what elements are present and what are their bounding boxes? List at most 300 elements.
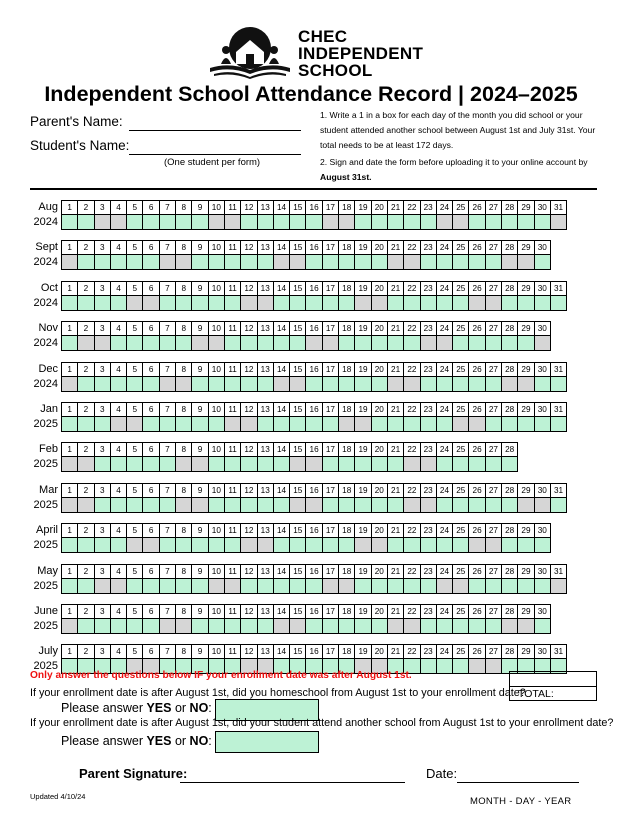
attendance-input-box[interactable]: [143, 579, 158, 593]
attendance-input-box[interactable]: [404, 417, 419, 431]
attendance-input-box[interactable]: [323, 296, 338, 310]
attendance-input-box[interactable]: [209, 336, 224, 350]
attendance-input-box[interactable]: [274, 498, 289, 512]
attendance-input-box[interactable]: [274, 336, 289, 350]
attendance-input-box[interactable]: [111, 296, 126, 310]
attendance-input-box[interactable]: [469, 336, 484, 350]
attendance-input-box[interactable]: [339, 417, 354, 431]
attendance-input-box[interactable]: [355, 538, 370, 552]
attendance-input-box[interactable]: [355, 255, 370, 269]
attendance-input-box[interactable]: [323, 538, 338, 552]
attendance-input-box[interactable]: [78, 377, 93, 391]
attendance-input-box[interactable]: [160, 538, 175, 552]
attendance-input-box[interactable]: [355, 377, 370, 391]
attendance-input-box[interactable]: [323, 215, 338, 229]
attendance-input-box[interactable]: [404, 255, 419, 269]
attendance-input-box[interactable]: [274, 579, 289, 593]
attendance-input-box[interactable]: [372, 417, 387, 431]
attendance-input-box[interactable]: [469, 619, 484, 633]
attendance-input-box[interactable]: [437, 457, 452, 471]
attendance-input-box[interactable]: [372, 579, 387, 593]
attendance-input-box[interactable]: [404, 377, 419, 391]
attendance-input-box[interactable]: [306, 377, 321, 391]
attendance-input-box[interactable]: [421, 457, 436, 471]
attendance-input-box[interactable]: [258, 498, 273, 512]
attendance-input-box[interactable]: [290, 417, 305, 431]
attendance-input-box[interactable]: [437, 215, 452, 229]
attendance-input-box[interactable]: [551, 498, 566, 512]
attendance-input-box[interactable]: [127, 215, 142, 229]
attendance-input-box[interactable]: [225, 619, 240, 633]
attendance-input-box[interactable]: [274, 457, 289, 471]
attendance-input-box[interactable]: [502, 579, 517, 593]
attendance-input-box[interactable]: [388, 619, 403, 633]
attendance-input-box[interactable]: [502, 498, 517, 512]
attendance-input-box[interactable]: [502, 336, 517, 350]
attendance-input-box[interactable]: [241, 457, 256, 471]
attendance-input-box[interactable]: [192, 579, 207, 593]
attendance-input-box[interactable]: [241, 255, 256, 269]
attendance-input-box[interactable]: [306, 296, 321, 310]
attendance-input-box[interactable]: [290, 215, 305, 229]
attendance-input-box[interactable]: [241, 538, 256, 552]
attendance-input-box[interactable]: [469, 659, 484, 673]
attendance-input-box[interactable]: [111, 377, 126, 391]
attendance-input-box[interactable]: [372, 336, 387, 350]
attendance-input-box[interactable]: [339, 215, 354, 229]
attendance-input-box[interactable]: [62, 579, 77, 593]
attendance-input-box[interactable]: [160, 619, 175, 633]
attendance-input-box[interactable]: [143, 377, 158, 391]
attendance-input-box[interactable]: [192, 457, 207, 471]
attendance-input-box[interactable]: [274, 538, 289, 552]
attendance-input-box[interactable]: [176, 538, 191, 552]
attendance-input-box[interactable]: [209, 619, 224, 633]
attendance-input-box[interactable]: [421, 336, 436, 350]
attendance-input-box[interactable]: [453, 579, 468, 593]
attendance-input-box[interactable]: [225, 457, 240, 471]
attendance-input-box[interactable]: [258, 579, 273, 593]
attendance-input-box[interactable]: [78, 619, 93, 633]
attendance-input-box[interactable]: [551, 579, 566, 593]
attendance-input-box[interactable]: [535, 498, 550, 512]
attendance-input-box[interactable]: [388, 498, 403, 512]
attendance-input-box[interactable]: [486, 255, 501, 269]
attendance-input-box[interactable]: [225, 498, 240, 512]
attendance-input-box[interactable]: [421, 619, 436, 633]
attendance-input-box[interactable]: [143, 296, 158, 310]
attendance-input-box[interactable]: [62, 457, 77, 471]
attendance-input-box[interactable]: [339, 457, 354, 471]
attendance-input-box[interactable]: [551, 417, 566, 431]
attendance-input-box[interactable]: [355, 336, 370, 350]
attendance-input-box[interactable]: [143, 336, 158, 350]
attendance-input-box[interactable]: [404, 619, 419, 633]
attendance-input-box[interactable]: [225, 255, 240, 269]
attendance-input-box[interactable]: [486, 538, 501, 552]
attendance-input-box[interactable]: [290, 457, 305, 471]
attendance-input-box[interactable]: [339, 538, 354, 552]
attendance-input-box[interactable]: [127, 619, 142, 633]
attendance-input-box[interactable]: [241, 296, 256, 310]
attendance-input-box[interactable]: [143, 619, 158, 633]
attendance-input-box[interactable]: [111, 255, 126, 269]
attendance-input-box[interactable]: [469, 377, 484, 391]
attendance-input-box[interactable]: [290, 377, 305, 391]
attendance-input-box[interactable]: [388, 377, 403, 391]
attendance-input-box[interactable]: [535, 215, 550, 229]
attendance-input-box[interactable]: [421, 215, 436, 229]
attendance-input-box[interactable]: [62, 538, 77, 552]
attendance-input-box[interactable]: [535, 619, 550, 633]
attendance-input-box[interactable]: [453, 296, 468, 310]
attendance-input-box[interactable]: [502, 215, 517, 229]
attendance-input-box[interactable]: [323, 336, 338, 350]
attendance-input-box[interactable]: [404, 296, 419, 310]
attendance-input-box[interactable]: [469, 215, 484, 229]
attendance-input-box[interactable]: [143, 498, 158, 512]
attendance-input-box[interactable]: [290, 296, 305, 310]
attendance-input-box[interactable]: [143, 255, 158, 269]
attendance-input-box[interactable]: [421, 377, 436, 391]
attendance-input-box[interactable]: [95, 417, 110, 431]
attendance-input-box[interactable]: [290, 538, 305, 552]
attendance-input-box[interactable]: [355, 215, 370, 229]
attendance-input-box[interactable]: [421, 659, 436, 673]
attendance-input-box[interactable]: [421, 498, 436, 512]
attendance-input-box[interactable]: [323, 579, 338, 593]
attendance-input-box[interactable]: [143, 457, 158, 471]
attendance-input-box[interactable]: [469, 457, 484, 471]
attendance-input-box[interactable]: [192, 417, 207, 431]
attendance-input-box[interactable]: [160, 377, 175, 391]
attendance-input-box[interactable]: [437, 498, 452, 512]
attendance-input-box[interactable]: [486, 457, 501, 471]
attendance-input-box[interactable]: [274, 255, 289, 269]
attendance-input-box[interactable]: [258, 457, 273, 471]
attendance-input-box[interactable]: [241, 215, 256, 229]
attendance-input-box[interactable]: [339, 296, 354, 310]
date-field[interactable]: [457, 782, 579, 783]
attendance-input-box[interactable]: [241, 417, 256, 431]
attendance-input-box[interactable]: [209, 215, 224, 229]
attendance-input-box[interactable]: [176, 498, 191, 512]
attendance-input-box[interactable]: [486, 215, 501, 229]
attendance-input-box[interactable]: [355, 457, 370, 471]
attendance-input-box[interactable]: [62, 336, 77, 350]
attendance-input-box[interactable]: [518, 377, 533, 391]
attendance-input-box[interactable]: [339, 377, 354, 391]
attendance-input-box[interactable]: [469, 255, 484, 269]
attendance-input-box[interactable]: [111, 215, 126, 229]
attendance-input-box[interactable]: [258, 296, 273, 310]
attendance-input-box[interactable]: [127, 457, 142, 471]
attendance-input-box[interactable]: [388, 336, 403, 350]
attendance-input-box[interactable]: [372, 538, 387, 552]
attendance-input-box[interactable]: [258, 538, 273, 552]
attendance-input-box[interactable]: [225, 377, 240, 391]
attendance-input-box[interactable]: [95, 336, 110, 350]
attendance-input-box[interactable]: [404, 457, 419, 471]
attendance-input-box[interactable]: [453, 417, 468, 431]
attendance-input-box[interactable]: [388, 215, 403, 229]
attendance-input-box[interactable]: [306, 457, 321, 471]
attendance-input-box[interactable]: [388, 579, 403, 593]
attendance-input-box[interactable]: [95, 255, 110, 269]
attendance-input-box[interactable]: [274, 296, 289, 310]
attendance-input-box[interactable]: [518, 255, 533, 269]
attendance-input-box[interactable]: [306, 336, 321, 350]
attendance-input-box[interactable]: [127, 417, 142, 431]
attendance-input-box[interactable]: [502, 255, 517, 269]
attendance-input-box[interactable]: [274, 215, 289, 229]
attendance-input-box[interactable]: [372, 498, 387, 512]
attendance-input-box[interactable]: [339, 619, 354, 633]
student-name-field[interactable]: [129, 154, 301, 155]
attendance-input-box[interactable]: [486, 377, 501, 391]
attendance-input-box[interactable]: [111, 538, 126, 552]
attendance-input-box[interactable]: [437, 336, 452, 350]
attendance-input-box[interactable]: [209, 579, 224, 593]
parent-name-field[interactable]: [129, 130, 301, 131]
parent-signature-field[interactable]: [180, 782, 405, 783]
attendance-input-box[interactable]: [274, 619, 289, 633]
attendance-input-box[interactable]: [160, 215, 175, 229]
attendance-input-box[interactable]: [290, 498, 305, 512]
attendance-input-box[interactable]: [192, 336, 207, 350]
attendance-input-box[interactable]: [274, 417, 289, 431]
attendance-input-box[interactable]: [62, 255, 77, 269]
attendance-input-box[interactable]: [127, 336, 142, 350]
attendance-input-box[interactable]: [258, 215, 273, 229]
attendance-input-box[interactable]: [241, 498, 256, 512]
attendance-input-box[interactable]: [388, 538, 403, 552]
attendance-input-box[interactable]: [372, 215, 387, 229]
attendance-input-box[interactable]: [306, 579, 321, 593]
attendance-input-box[interactable]: [111, 619, 126, 633]
attendance-input-box[interactable]: [78, 579, 93, 593]
attendance-input-box[interactable]: [453, 538, 468, 552]
attendance-input-box[interactable]: [502, 457, 517, 471]
attendance-input-box[interactable]: [274, 377, 289, 391]
attendance-input-box[interactable]: [404, 498, 419, 512]
attendance-input-box[interactable]: [323, 377, 338, 391]
attendance-input-box[interactable]: [95, 377, 110, 391]
attendance-input-box[interactable]: [241, 377, 256, 391]
attendance-input-box[interactable]: [323, 417, 338, 431]
attendance-input-box[interactable]: [502, 296, 517, 310]
attendance-input-box[interactable]: [143, 538, 158, 552]
attendance-input-box[interactable]: [502, 538, 517, 552]
attendance-input-box[interactable]: [78, 457, 93, 471]
attendance-input-box[interactable]: [225, 417, 240, 431]
attendance-input-box[interactable]: [518, 215, 533, 229]
attendance-input-box[interactable]: [388, 255, 403, 269]
attendance-input-box[interactable]: [127, 579, 142, 593]
attendance-input-box[interactable]: [306, 498, 321, 512]
attendance-input-box[interactable]: [339, 498, 354, 512]
attendance-input-box[interactable]: [421, 296, 436, 310]
attendance-input-box[interactable]: [192, 619, 207, 633]
attendance-input-box[interactable]: [225, 538, 240, 552]
attendance-input-box[interactable]: [111, 336, 126, 350]
attendance-input-box[interactable]: [339, 255, 354, 269]
attendance-input-box[interactable]: [437, 659, 452, 673]
attendance-input-box[interactable]: [95, 296, 110, 310]
attendance-input-box[interactable]: [535, 255, 550, 269]
attendance-input-box[interactable]: [209, 498, 224, 512]
attendance-input-box[interactable]: [176, 215, 191, 229]
attendance-input-box[interactable]: [78, 417, 93, 431]
attendance-input-box[interactable]: [176, 296, 191, 310]
attendance-input-box[interactable]: [388, 296, 403, 310]
attendance-input-box[interactable]: [176, 255, 191, 269]
attendance-input-box[interactable]: [78, 296, 93, 310]
attendance-input-box[interactable]: [437, 296, 452, 310]
attendance-input-box[interactable]: [355, 579, 370, 593]
attendance-input-box[interactable]: [95, 538, 110, 552]
attendance-input-box[interactable]: [323, 255, 338, 269]
attendance-input-box[interactable]: [469, 538, 484, 552]
attendance-input-box[interactable]: [453, 659, 468, 673]
attendance-input-box[interactable]: [469, 498, 484, 512]
attendance-input-box[interactable]: [62, 215, 77, 229]
attendance-input-box[interactable]: [143, 417, 158, 431]
attendance-input-box[interactable]: [176, 579, 191, 593]
attendance-input-box[interactable]: [518, 538, 533, 552]
attendance-input-box[interactable]: [404, 579, 419, 593]
attendance-input-box[interactable]: [437, 255, 452, 269]
attendance-input-box[interactable]: [306, 255, 321, 269]
attendance-input-box[interactable]: [518, 579, 533, 593]
attendance-input-box[interactable]: [78, 498, 93, 512]
attendance-input-box[interactable]: [372, 619, 387, 633]
attendance-input-box[interactable]: [95, 579, 110, 593]
attendance-input-box[interactable]: [160, 417, 175, 431]
attendance-input-box[interactable]: [95, 498, 110, 512]
attendance-input-box[interactable]: [225, 336, 240, 350]
attendance-input-box[interactable]: [453, 498, 468, 512]
attendance-input-box[interactable]: [437, 579, 452, 593]
attendance-input-box[interactable]: [160, 457, 175, 471]
attendance-input-box[interactable]: [486, 498, 501, 512]
attendance-input-box[interactable]: [176, 457, 191, 471]
attendance-input-box[interactable]: [518, 498, 533, 512]
attendance-input-box[interactable]: [258, 255, 273, 269]
attendance-input-box[interactable]: [486, 296, 501, 310]
attendance-input-box[interactable]: [160, 498, 175, 512]
attendance-input-box[interactable]: [323, 457, 338, 471]
attendance-input-box[interactable]: [143, 215, 158, 229]
attendance-input-box[interactable]: [306, 215, 321, 229]
attendance-input-box[interactable]: [258, 417, 273, 431]
attendance-input-box[interactable]: [160, 336, 175, 350]
attendance-input-box[interactable]: [241, 619, 256, 633]
attendance-input-box[interactable]: [241, 579, 256, 593]
attendance-input-box[interactable]: [62, 619, 77, 633]
attendance-input-box[interactable]: [486, 619, 501, 633]
attendance-input-box[interactable]: [453, 336, 468, 350]
attendance-input-box[interactable]: [160, 255, 175, 269]
attendance-input-box[interactable]: [258, 336, 273, 350]
attendance-input-box[interactable]: [551, 377, 566, 391]
attendance-input-box[interactable]: [127, 296, 142, 310]
attendance-input-box[interactable]: [421, 417, 436, 431]
attendance-input-box[interactable]: [535, 296, 550, 310]
attendance-input-box[interactable]: [437, 417, 452, 431]
attendance-input-box[interactable]: [78, 538, 93, 552]
attendance-input-box[interactable]: [306, 417, 321, 431]
attendance-input-box[interactable]: [290, 579, 305, 593]
attendance-input-box[interactable]: [388, 417, 403, 431]
attendance-input-box[interactable]: [502, 377, 517, 391]
attendance-input-box[interactable]: [176, 619, 191, 633]
attendance-input-box[interactable]: [111, 579, 126, 593]
attendance-input-box[interactable]: [535, 538, 550, 552]
attendance-input-box[interactable]: [372, 255, 387, 269]
attendance-input-box[interactable]: [225, 296, 240, 310]
attendance-input-box[interactable]: [453, 255, 468, 269]
attendance-input-box[interactable]: [323, 498, 338, 512]
attendance-input-box[interactable]: [95, 619, 110, 633]
attendance-input-box[interactable]: [453, 457, 468, 471]
attendance-input-box[interactable]: [78, 336, 93, 350]
attendance-input-box[interactable]: [388, 457, 403, 471]
attendance-input-box[interactable]: [192, 215, 207, 229]
attendance-input-box[interactable]: [95, 457, 110, 471]
attendance-input-box[interactable]: [209, 457, 224, 471]
attendance-input-box[interactable]: [518, 336, 533, 350]
attendance-input-box[interactable]: [355, 296, 370, 310]
attendance-input-box[interactable]: [160, 579, 175, 593]
attendance-input-box[interactable]: [209, 377, 224, 391]
attendance-input-box[interactable]: [486, 336, 501, 350]
attendance-input-box[interactable]: [469, 579, 484, 593]
other-school-answer-field[interactable]: [215, 731, 319, 753]
attendance-input-box[interactable]: [453, 377, 468, 391]
attendance-input-box[interactable]: [209, 538, 224, 552]
attendance-input-box[interactable]: [192, 255, 207, 269]
attendance-input-box[interactable]: [486, 579, 501, 593]
attendance-input-box[interactable]: [355, 498, 370, 512]
attendance-input-box[interactable]: [209, 417, 224, 431]
attendance-input-box[interactable]: [78, 255, 93, 269]
attendance-input-box[interactable]: [453, 619, 468, 633]
attendance-input-box[interactable]: [339, 336, 354, 350]
attendance-input-box[interactable]: [404, 215, 419, 229]
attendance-input-box[interactable]: [225, 579, 240, 593]
attendance-input-box[interactable]: [535, 336, 550, 350]
attendance-input-box[interactable]: [62, 417, 77, 431]
attendance-input-box[interactable]: [518, 296, 533, 310]
attendance-input-box[interactable]: [192, 498, 207, 512]
attendance-input-box[interactable]: [258, 377, 273, 391]
attendance-input-box[interactable]: [111, 417, 126, 431]
attendance-input-box[interactable]: [469, 296, 484, 310]
attendance-input-box[interactable]: [404, 336, 419, 350]
attendance-input-box[interactable]: [290, 336, 305, 350]
attendance-input-box[interactable]: [372, 296, 387, 310]
attendance-input-box[interactable]: [306, 538, 321, 552]
attendance-input-box[interactable]: [225, 215, 240, 229]
attendance-input-box[interactable]: [469, 417, 484, 431]
attendance-input-box[interactable]: [176, 377, 191, 391]
attendance-input-box[interactable]: [502, 619, 517, 633]
attendance-input-box[interactable]: [421, 579, 436, 593]
attendance-input-box[interactable]: [421, 538, 436, 552]
attendance-input-box[interactable]: [176, 417, 191, 431]
attendance-input-box[interactable]: [127, 538, 142, 552]
